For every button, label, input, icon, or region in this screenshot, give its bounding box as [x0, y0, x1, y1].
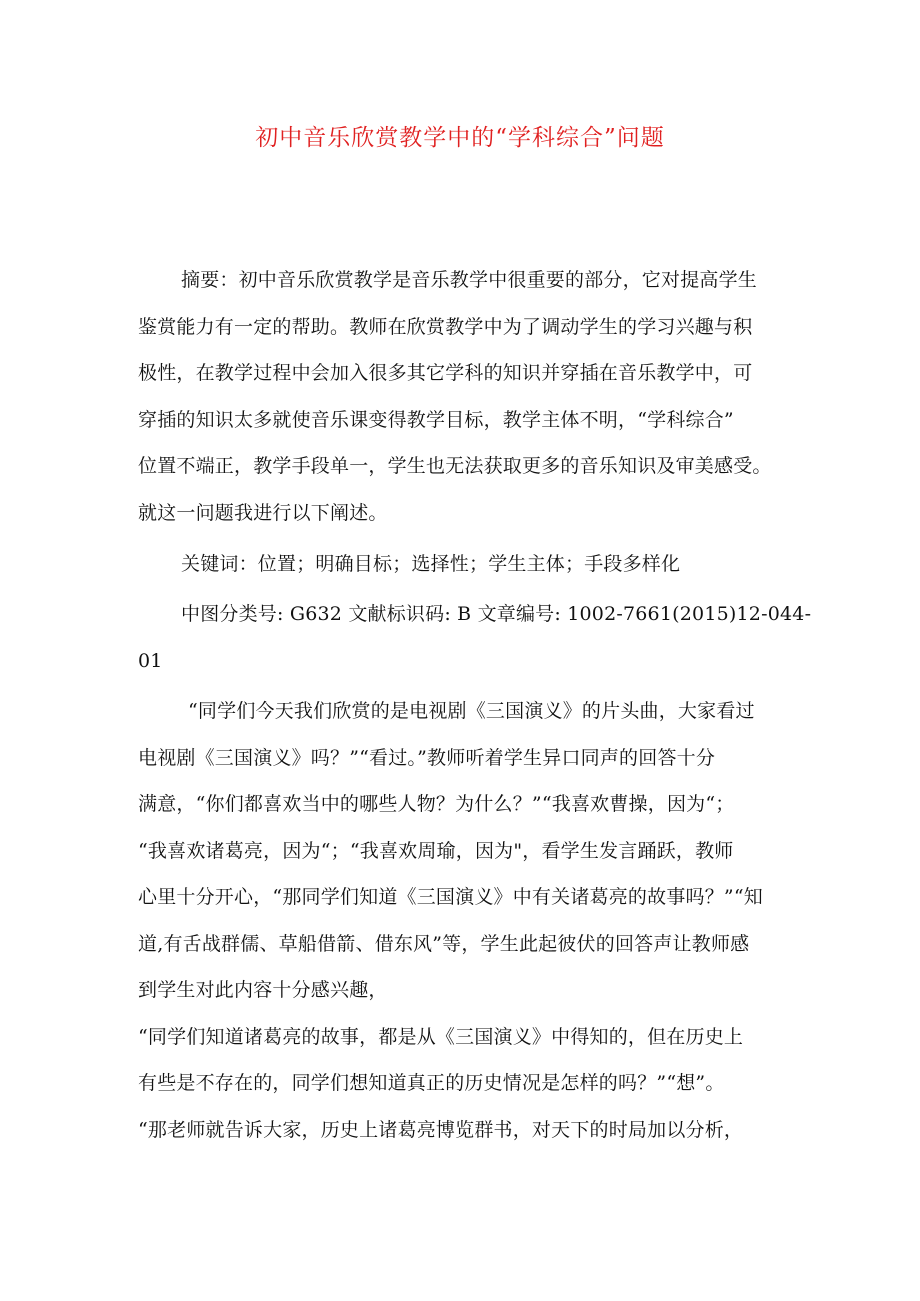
paragraph-line: 到学生对此内容十分感兴趣，: [138, 979, 388, 1001]
paragraph-line: “那老师就告诉大家，历史上诸葛亮博览群书，对天下的时局加以分析，: [138, 1119, 744, 1141]
classification-line: 中图分类号: G632 文献标识码: B 文章编号: 1002-7661(2015)12-044-: [181, 603, 812, 625]
paragraph-line: 穿插的知识太多就使音乐课变得教学目标，教学主体不明，“学科综合”: [138, 409, 734, 431]
paragraph-line: “同学们今天我们欣赏的是电视剧《三国演义》的片头曲，大家看过: [188, 700, 755, 722]
paragraph-line: 位置不端正，教学手段单一，学生也无法获取更多的音乐知识及审美感受。: [138, 455, 772, 477]
document-title: 初中音乐欣赏教学中的“学科综合”问题: [255, 125, 665, 151]
paragraph-line: 道,有舌战群儒、草船借箭、借东风”等，学生此起彼伏的回答声让教师感: [138, 933, 750, 955]
paragraph-line: 满意，“你们都喜欢当中的哪些人物？为什么？”“我喜欢曹操，因为“；: [138, 793, 735, 815]
paragraph-line: 摘要：初中音乐欣赏教学是音乐教学中很重要的部分，它对提高学生: [181, 269, 758, 291]
paragraph-line: 电视剧《三国演义》吗？”“看过。”教师听着学生异口同声的回答十分: [138, 747, 716, 769]
paragraph-line: 极性，在教学过程中会加入很多其它学科的知识并穿插在音乐教学中，可: [138, 362, 753, 384]
paragraph-line: “我喜欢诸葛亮，因为“；“我喜欢周瑜，因为"，看学生发言踊跃，教师: [138, 840, 734, 862]
paragraph-line: 鉴赏能力有一定的帮助。教师在欣赏教学中为了调动学生的学习兴趣与积: [138, 316, 753, 338]
paragraph-line: 就这一问题我进行以下阐述。: [138, 502, 388, 524]
paragraph-line: 心里十分开心，“那同学们知道《三国演义》中有关诸葛亮的故事吗？”“知: [138, 886, 763, 908]
paragraph-line: 有些是不存在的，同学们想知道真正的历史情况是怎样的吗？”“想”。: [138, 1072, 725, 1094]
paragraph-line: “同学们知道诸葛亮的故事，都是从《三国演义》中得知的，但在历史上: [138, 1026, 744, 1048]
keywords-line: 关键词：位置；明确目标；选择性；学生主体；手段多样化: [181, 553, 681, 575]
classification-line: 01: [138, 650, 163, 672]
